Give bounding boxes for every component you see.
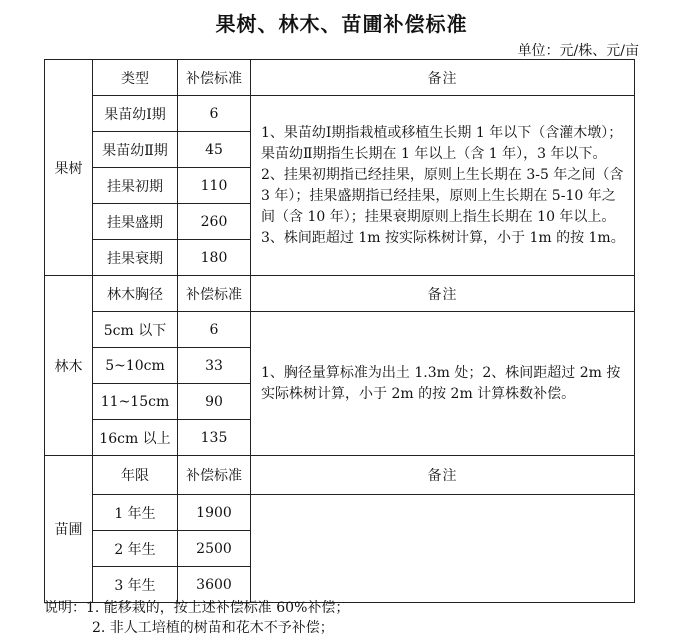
table-row (45, 96, 635, 132)
row-label: 5cm 以下 (93, 312, 178, 348)
row-label: 挂果初期 (93, 168, 178, 204)
remark-line-2: 2. 非人工培植的树苗和花木不予补偿； (92, 620, 334, 636)
row-value: 135 (178, 420, 251, 456)
remark-line-1: 说明：1. 能移栽的，按上述补偿标准 60%补偿； (44, 600, 350, 616)
row-value: 180 (178, 240, 251, 276)
table-row (45, 312, 635, 348)
row-label: 3 年生 (93, 567, 178, 603)
row-value: 45 (178, 132, 251, 168)
header-type: 年限 (93, 456, 178, 495)
row-label: 果苗幼Ⅰ期 (93, 96, 178, 132)
row-label: 挂果衰期 (93, 240, 178, 276)
row-value: 90 (178, 384, 251, 420)
row-value: 260 (178, 204, 251, 240)
row-value: 6 (178, 312, 251, 348)
category-cell-forest: 林木 (45, 276, 93, 456)
row-label: 1 年生 (93, 495, 178, 531)
header-note: 备注 (251, 60, 635, 96)
row-label: 果苗幼Ⅱ期 (93, 132, 178, 168)
table-header-row (45, 60, 635, 96)
note-cell-fruit: 1、果苗幼Ⅰ期指栽植或移植生长期 1 年以下（含灌木墩）；果苗幼Ⅱ期指生长期在 1 年以上（含 1 年），3 年以下。2、挂果初期指已经挂果，原则上生长期在 3-5 年之间（含 3 年）；挂果盛期指已经挂果，原则上生长期在 5-10 年之间（含 10 年）；挂果衰期原则上指生长期在 10 年以上。3、株间距超过 1m 按实际株树计算，小于 1m 的按 1m。 (251, 96, 635, 276)
row-value: 110 (178, 168, 251, 204)
page-title: 果树、林木、苗圃补偿标准 (215, 12, 468, 36)
header-standard: 补偿标准 (178, 276, 251, 312)
table-header-row (45, 456, 635, 495)
category-cell-fruit: 果树 (45, 60, 93, 276)
row-value: 33 (178, 348, 251, 384)
note-cell-forest: 1、胸径量算标准为出土 1.3m 处；2、株间距超过 2m 按实际株树计算，小于 2m 的按 2m 计算株数补偿。 (251, 312, 635, 456)
row-value: 1900 (178, 495, 251, 531)
note-cell-nursery (251, 495, 635, 603)
header-type: 林木胸径 (93, 276, 178, 312)
table-header-row (45, 276, 635, 312)
unit-label: 单位：元/株、元/亩 (517, 43, 639, 59)
header-note: 备注 (251, 276, 635, 312)
row-label: 挂果盛期 (93, 204, 178, 240)
category-cell-nursery: 苗圃 (45, 456, 93, 603)
row-label: 2 年生 (93, 531, 178, 567)
header-note: 备注 (251, 456, 635, 495)
row-label: 5~10cm (93, 348, 178, 384)
row-value: 3600 (178, 567, 251, 603)
table-row (45, 495, 635, 531)
compensation-table (44, 59, 635, 603)
header-standard: 补偿标准 (178, 456, 251, 495)
header-type: 类型 (93, 60, 178, 96)
row-value: 2500 (178, 531, 251, 567)
remarks-block (44, 598, 349, 638)
header-standard: 补偿标准 (178, 60, 251, 96)
row-label: 11~15cm (93, 384, 178, 420)
row-value: 6 (178, 96, 251, 132)
row-label: 16cm 以上 (93, 420, 178, 456)
